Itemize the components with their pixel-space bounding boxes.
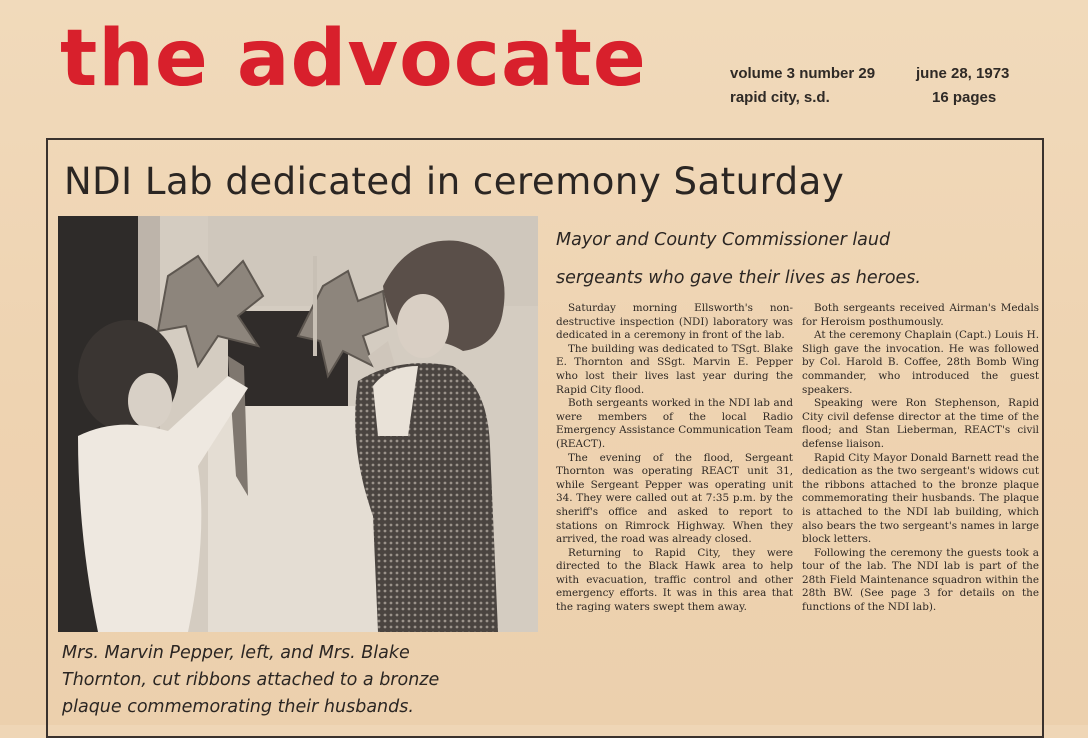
paragraph: Following the ceremony the guests took a tour of the lab. The NDI lab is part of the 28th Field Maintenance squadron within the 28th BW. (See page 3 for details on the functions of the NDI lab). [802, 546, 1039, 614]
caption-line: Mrs. Marvin Pepper, left, and Mrs. Blake [62, 643, 410, 663]
paragraph: Both sergeants received Airman's Medals for Heroism posthumously. [802, 302, 1039, 328]
photo-caption [62, 640, 532, 721]
article-column-2 [802, 302, 1039, 615]
paragraph: Both sergeants worked in the NDI lab and were members of the local Radio Emergency Assistance Communication Team (REACT). [556, 397, 793, 450]
issue-date: june 28, 1973 [916, 65, 1010, 82]
volume-number: volume 3 number 29 [730, 65, 876, 82]
page-count: 16 pages [932, 89, 997, 106]
caption-line: Thornton, cut ribbons attached to a bronze [62, 670, 440, 690]
paragraph: At the ceremony Chaplain (Capt.) Louis H. Sligh gave the invocation. He was followed by Col. Harold B. Coffee, 28th Bomb Wing commander, who introduced the guest speakers. [802, 329, 1039, 396]
ceremony-photo [58, 216, 538, 632]
paragraph: Rapid City Mayor Donald Barnett read the dedication as the two sergeant's widows cut the ribbons attached to the bronze plaque commemorating their husbands. The plaque is attached to the NDI lab building, which also bears the two sergeant's names in large block letters. [802, 451, 1039, 546]
issue-info-right [916, 62, 1009, 110]
masthead-title: the advocate [60, 14, 647, 104]
paragraph: The building was dedicated to TSgt. Blake E. Thornton and SSgt. Marvin E. Pepper who lost their lives last year during the Rapid City flood. [556, 342, 793, 396]
ribbon-cutting-photo [58, 216, 538, 632]
location: rapid city, s.d. [730, 89, 830, 106]
article-subhead: Mayor and County Commissioner laud [556, 230, 891, 250]
article-headline: NDI Lab dedicated in ceremony Saturday [64, 160, 845, 203]
paragraph: Saturday morning Ellsworth's non-destructive inspection (NDI) laboratory was dedicated in a ceremony in front of the lab. [556, 302, 793, 342]
paragraph: Speaking were Ron Stephenson, Rapid City civil defense director at the time of the flood; and Stan Lieberman, REACT's civil defense liaison. [802, 397, 1039, 450]
paragraph: Returning to Rapid City, they were directed to the Black Hawk area to help with evacuation, traffic control and other emergency efforts. It was in this area that the raging waters swept them away. [556, 546, 793, 614]
caption-line: plaque commemorating their husbands. [62, 697, 414, 717]
article-column-1 [556, 302, 793, 615]
article-subhead: sergeants who gave their lives as heroes. [556, 268, 921, 288]
paragraph: The evening of the flood, Sergeant Thornton was operating REACT unit 31, while Sergeant Pepper was operating unit 34. They were called out at 7:35 p.m. by the sheriff's office and asked to report to stations on Rimrock Highway. When they arrived, the road was already closed. [556, 451, 793, 546]
issue-info-left [730, 62, 875, 110]
